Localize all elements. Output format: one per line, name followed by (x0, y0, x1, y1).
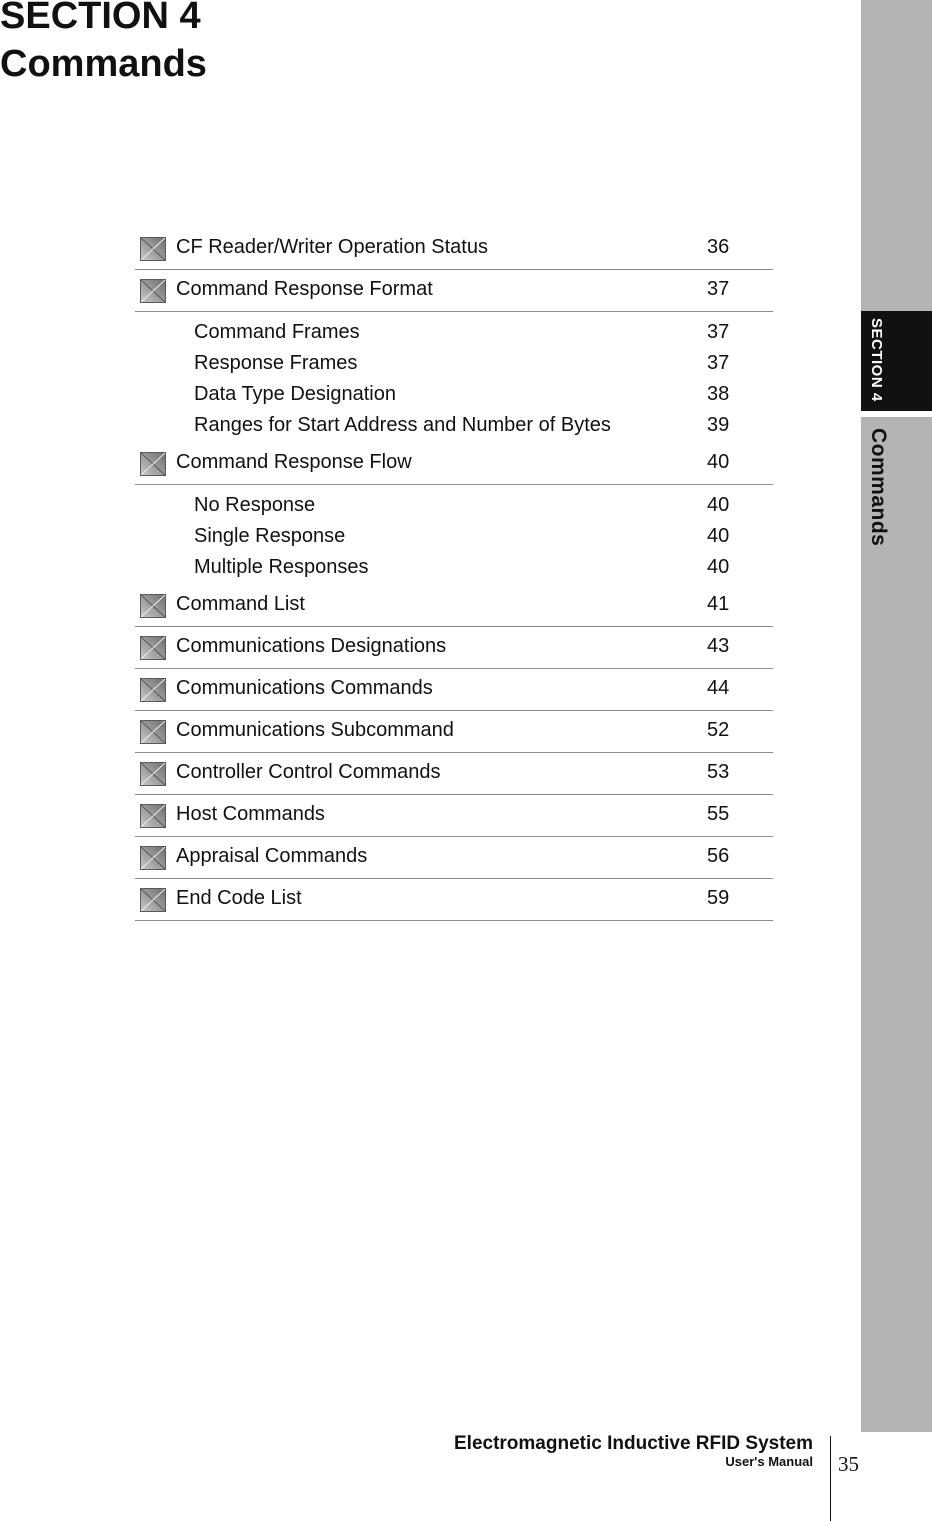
bullet-square-icon (140, 237, 166, 261)
toc-subentry-page: 37 (707, 352, 730, 374)
toc-entry-label: Communications Designations (176, 635, 447, 657)
toc-subentry-label: No Response (194, 494, 316, 516)
footer-manual-title (454, 1433, 813, 1469)
toc-subentries-format (135, 312, 773, 443)
toc-subentry[interactable] (135, 411, 773, 442)
bullet-square-icon (140, 720, 166, 744)
bullet-square-icon (140, 846, 166, 870)
toc-entry-page: 43 (707, 635, 730, 657)
toc-entry-page: 40 (707, 451, 730, 473)
toc-subentry-label: Multiple Responses (194, 556, 369, 578)
bullet-square-icon (140, 594, 166, 618)
toc-entry-label: Command Response Flow (176, 451, 412, 473)
toc-entry[interactable] (135, 585, 773, 627)
toc-entry-label: CF Reader/Writer Operation Status (176, 236, 488, 258)
toc-entry-page: 44 (707, 677, 730, 699)
toc-entry-page: 36 (707, 236, 730, 258)
side-tab-section-label: SECTION 4 (868, 318, 885, 402)
toc-entry-page: 56 (707, 845, 730, 867)
toc-entry-label: End Code List (176, 887, 302, 909)
section-title: Commands (0, 43, 207, 85)
toc-subentry-page: 39 (707, 414, 730, 436)
toc-subentry-label: Response Frames (194, 352, 358, 374)
toc-entry[interactable] (135, 753, 773, 795)
toc-entry[interactable] (135, 270, 773, 312)
toc-entry-label: Controller Control Commands (176, 761, 441, 783)
bullet-square-icon (140, 804, 166, 828)
toc-subentry-page: 40 (707, 525, 730, 547)
tab-separator (861, 411, 932, 417)
toc-entry-label: Host Commands (176, 803, 325, 825)
toc-entry[interactable] (135, 879, 773, 921)
toc-entry[interactable] (135, 837, 773, 879)
section-number: SECTION 4 (0, 0, 201, 37)
toc-subentry-label: Data Type Designation (194, 383, 396, 405)
toc-entry-page: 52 (707, 719, 730, 741)
toc-entry[interactable] (135, 669, 773, 711)
toc-subentries-flow (135, 485, 773, 585)
toc-subentry[interactable] (135, 522, 773, 553)
page-number: 35 (838, 1452, 859, 1476)
bullet-square-icon (140, 452, 166, 476)
footer-manual-type: User's Manual (725, 1454, 813, 1469)
side-tab-strip (861, 0, 932, 1432)
bullet-square-icon (140, 279, 166, 303)
toc-entry[interactable] (135, 627, 773, 669)
toc-subentry[interactable] (135, 553, 773, 584)
footer-divider (830, 1436, 831, 1521)
toc-entry-page: 37 (707, 278, 730, 300)
page-title (0, 0, 207, 88)
bullet-square-icon (140, 678, 166, 702)
toc-subentry[interactable] (135, 349, 773, 380)
table-of-contents (135, 228, 773, 921)
bullet-square-icon (140, 888, 166, 912)
toc-subentry[interactable] (135, 491, 773, 522)
toc-entry-label: Appraisal Commands (176, 845, 368, 867)
side-tab-chapter-label: Commands (867, 428, 890, 547)
toc-entry[interactable] (135, 228, 773, 270)
toc-entry-page: 41 (707, 593, 730, 615)
bullet-square-icon (140, 762, 166, 786)
toc-entry[interactable] (135, 795, 773, 837)
toc-entry-label: Communications Subcommand (176, 719, 454, 741)
toc-entry-label: Communications Commands (176, 677, 433, 699)
toc-entry[interactable] (135, 711, 773, 753)
toc-subentry[interactable] (135, 318, 773, 349)
toc-subentry-label: Command Frames (194, 321, 360, 343)
toc-subentry-label: Single Response (194, 525, 346, 547)
toc-subentry-label: Ranges for Start Address and Number of Bytes (194, 414, 611, 436)
toc-entry-page: 59 (707, 887, 730, 909)
toc-subentry-page: 37 (707, 321, 730, 343)
toc-subentry-page: 38 (707, 383, 730, 405)
toc-entry[interactable] (135, 443, 773, 485)
toc-entry-label: Command List (176, 593, 305, 615)
bullet-square-icon (140, 636, 166, 660)
toc-subentry-page: 40 (707, 494, 730, 516)
toc-subentry-page: 40 (707, 556, 730, 578)
toc-entry-page: 55 (707, 803, 730, 825)
toc-entry-label: Command Response Format (176, 278, 433, 300)
toc-entry-page: 53 (707, 761, 730, 783)
footer-product-name: Electromagnetic Inductive RFID System (454, 1433, 813, 1454)
toc-subentry[interactable] (135, 380, 773, 411)
